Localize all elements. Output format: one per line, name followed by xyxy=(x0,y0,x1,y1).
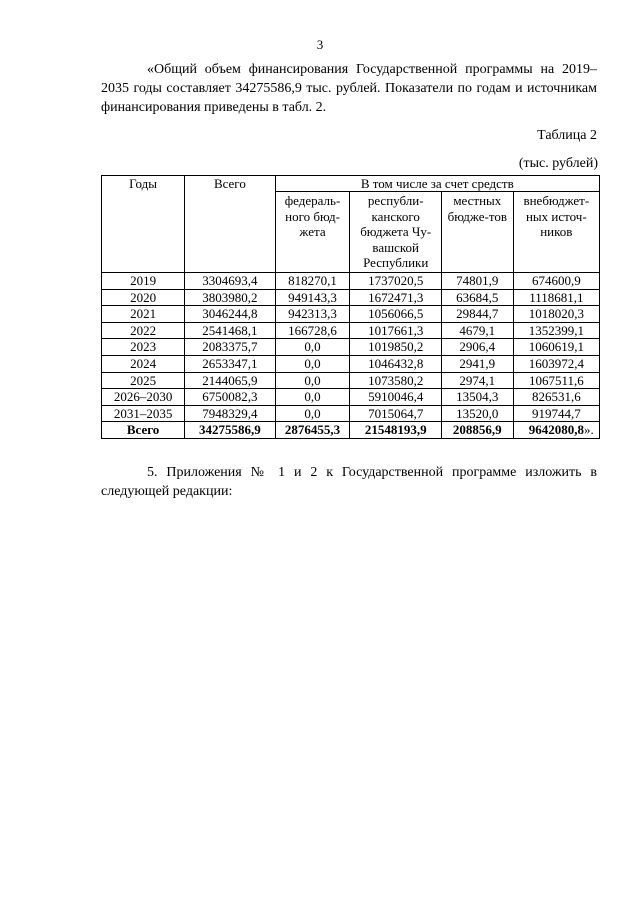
cell-republic: 5910046,4 xyxy=(350,389,441,406)
cell-extra: 674600,9 xyxy=(513,272,599,289)
cell-republic: 1046432,8 xyxy=(350,355,441,372)
cell-extra: 919744,7 xyxy=(513,405,599,422)
cell-extra: 826531,6 xyxy=(513,389,599,406)
cell-total: 2653347,1 xyxy=(185,355,275,372)
total-label: Всего xyxy=(102,422,185,439)
cell-federal: 0,0 xyxy=(275,405,350,422)
total-local: 208856,9 xyxy=(441,422,513,439)
cell-federal: 0,0 xyxy=(275,355,350,372)
cell-federal: 0,0 xyxy=(275,372,350,389)
cell-total: 3304693,4 xyxy=(185,272,275,289)
total-extra-cell xyxy=(513,422,599,439)
table-row xyxy=(102,306,600,323)
cell-year: 2024 xyxy=(102,355,185,372)
cell-local: 13520,0 xyxy=(441,405,513,422)
cell-local: 63684,5 xyxy=(441,289,513,306)
total-republic: 21548193,9 xyxy=(350,422,441,439)
cell-local: 2906,4 xyxy=(441,339,513,356)
appendix-paragraph: 5. Приложения № 1 и 2 к Государственной программе изложить в следующей редакции: xyxy=(101,465,597,499)
cell-year: 2019 xyxy=(102,272,185,289)
header-years: Годы xyxy=(102,176,185,273)
table-row xyxy=(102,355,600,372)
table-header-row xyxy=(102,176,600,192)
cell-year: 2025 xyxy=(102,372,185,389)
cell-year: 2026–2030 xyxy=(102,389,185,406)
cell-total: 2083375,7 xyxy=(185,339,275,356)
cell-republic: 1019850,2 xyxy=(350,339,441,356)
cell-local: 2974,1 xyxy=(441,372,513,389)
closing-quote: ». xyxy=(583,422,594,438)
table-units: (тыс. рублей) xyxy=(518,156,598,171)
cell-republic: 7015064,7 xyxy=(350,405,441,422)
cell-extra: 1352399,1 xyxy=(513,322,599,339)
cell-year: 2020 xyxy=(102,289,185,306)
cell-extra: 1067511,6 xyxy=(513,372,599,389)
cell-extra: 1060619,1 xyxy=(513,339,599,356)
table-row xyxy=(102,339,600,356)
cell-republic: 1073580,2 xyxy=(350,372,441,389)
cell-total: 3803980,2 xyxy=(185,289,275,306)
header-total: Всего xyxy=(185,176,275,273)
cell-local: 4679,1 xyxy=(441,322,513,339)
cell-federal: 0,0 xyxy=(275,389,350,406)
cell-local: 2941,9 xyxy=(441,355,513,372)
table-row xyxy=(102,289,600,306)
total-federal: 2876455,3 xyxy=(275,422,350,439)
financing-table xyxy=(101,175,600,439)
table-row xyxy=(102,272,600,289)
table-total-row xyxy=(102,422,600,439)
header-republic: республи-канского бюджета Чу-вашской Республики xyxy=(350,192,441,273)
cell-republic: 1017661,3 xyxy=(350,322,441,339)
table-caption: Таблица 2 xyxy=(537,128,597,143)
cell-extra: 1118681,1 xyxy=(513,289,599,306)
total-extra: 9642080,8 xyxy=(528,422,584,438)
cell-year: 2021 xyxy=(102,306,185,323)
cell-year: 2023 xyxy=(102,339,185,356)
table-row xyxy=(102,322,600,339)
total-all: 34275586,9 xyxy=(185,422,275,439)
cell-year: 2031–2035 xyxy=(102,405,185,422)
cell-republic: 1737020,5 xyxy=(350,272,441,289)
cell-total: 6750082,3 xyxy=(185,389,275,406)
cell-total: 2144065,9 xyxy=(185,372,275,389)
cell-extra: 1018020,3 xyxy=(513,306,599,323)
cell-federal: 166728,6 xyxy=(275,322,350,339)
cell-year: 2022 xyxy=(102,322,185,339)
cell-federal: 0,0 xyxy=(275,339,350,356)
table-row xyxy=(102,405,600,422)
cell-republic: 1056066,5 xyxy=(350,306,441,323)
header-local: местных бюдже-тов xyxy=(441,192,513,273)
cell-federal: 949143,3 xyxy=(275,289,350,306)
cell-extra: 1603972,4 xyxy=(513,355,599,372)
cell-total: 7948329,4 xyxy=(185,405,275,422)
table-row xyxy=(102,372,600,389)
header-group: В том числе за счет средств xyxy=(275,176,599,192)
cell-federal: 942313,3 xyxy=(275,306,350,323)
cell-federal: 818270,1 xyxy=(275,272,350,289)
cell-total: 2541468,1 xyxy=(185,322,275,339)
table-row xyxy=(102,389,600,406)
cell-republic: 1672471,3 xyxy=(350,289,441,306)
header-extra: внебюджет-ных источ-ников xyxy=(513,192,599,273)
cell-local: 29844,7 xyxy=(441,306,513,323)
page-number: 3 xyxy=(316,37,324,52)
cell-local: 13504,3 xyxy=(441,389,513,406)
cell-total: 3046244,8 xyxy=(185,306,275,323)
intro-paragraph: «Общий объем финансирования Государственной программы на 2019–2035 годы составляет 34275586,9 тыс. рублей. Показатели по годам и источникам финансирования приведены в табл. 2. xyxy=(101,62,597,115)
header-federal: федераль-ного бюд-жета xyxy=(275,192,350,273)
cell-local: 74801,9 xyxy=(441,272,513,289)
